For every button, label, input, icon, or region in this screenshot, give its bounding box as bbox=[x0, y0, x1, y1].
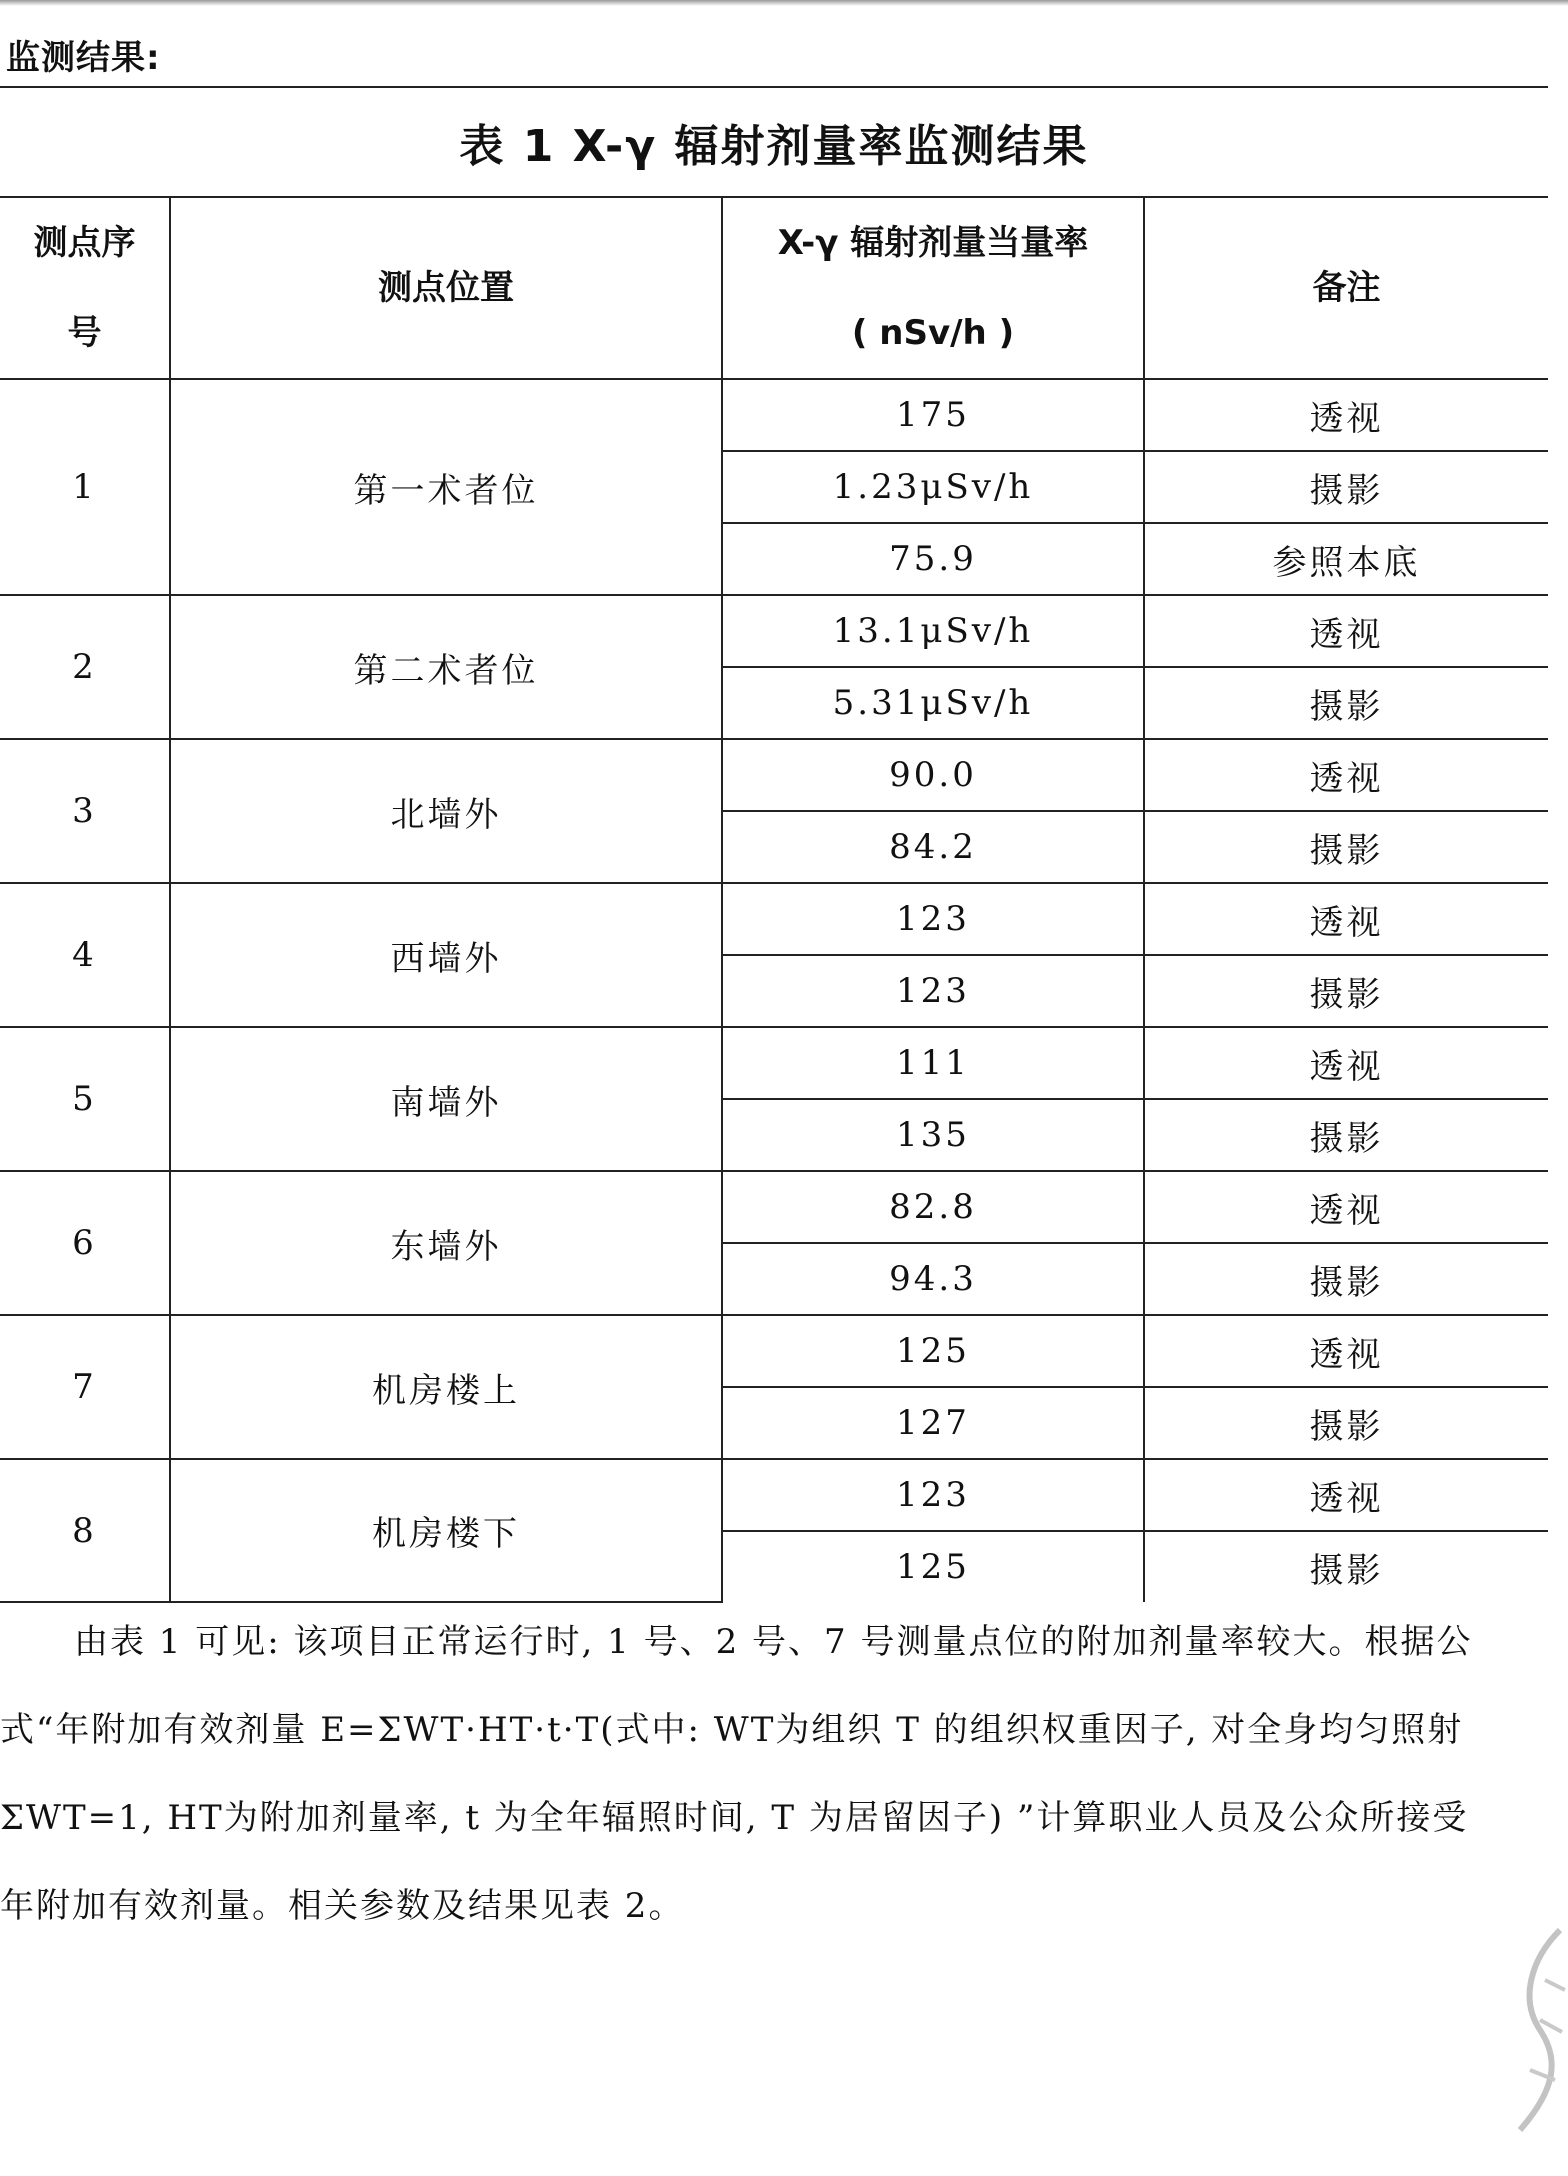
dose-rate-cell: 125 bbox=[722, 1315, 1144, 1387]
dose-rate-cell: 90.0 bbox=[722, 739, 1144, 811]
header-dose-rate-line1: X-γ 辐射剂量当量率 bbox=[777, 223, 1089, 263]
point-location-cell: 东墙外 bbox=[170, 1171, 722, 1315]
dose-rate-cell: 175 bbox=[722, 379, 1144, 451]
paragraph-line: 由表 1 可见: 该项目正常运行时, 1 号、2 号、7 号测量点位的附加剂量率较大。根据公 bbox=[74, 1622, 1473, 1662]
dose-rate-table bbox=[0, 196, 1548, 1603]
point-location-cell: 机房楼上 bbox=[170, 1315, 722, 1459]
point-no-cell: 1 bbox=[0, 379, 170, 595]
remark-cell: 透视 bbox=[1144, 1459, 1548, 1531]
page-top-edge bbox=[0, 0, 1568, 6]
seal-stamp-fragment bbox=[1500, 1920, 1568, 2140]
remark-cell: 透视 bbox=[1144, 1315, 1548, 1387]
paragraph-line: 式“年附加有效剂量 E=ΣWT·HT·t·T(式中: WT为组织 T 的组织权重因子, 对全身均匀照射 bbox=[0, 1710, 1464, 1750]
body-paragraph bbox=[0, 1598, 1560, 1950]
header-dose-rate-line2: ( nSv/h ) bbox=[851, 313, 1015, 353]
point-no-cell: 7 bbox=[0, 1315, 170, 1459]
remark-cell: 摄影 bbox=[1144, 1243, 1548, 1315]
table-row bbox=[0, 1315, 1548, 1387]
dose-rate-cell: 75.9 bbox=[722, 523, 1144, 595]
header-location: 测点位置 bbox=[170, 197, 722, 379]
table-row bbox=[0, 883, 1548, 955]
dose-rate-cell: 135 bbox=[722, 1099, 1144, 1171]
header-point-no-line2: 号 bbox=[67, 313, 102, 353]
dose-rate-cell: 84.2 bbox=[722, 811, 1144, 883]
remark-cell: 透视 bbox=[1144, 883, 1548, 955]
dose-rate-cell: 123 bbox=[722, 955, 1144, 1027]
dose-rate-cell: 123 bbox=[722, 1459, 1144, 1531]
point-no-cell: 3 bbox=[0, 739, 170, 883]
remark-cell: 透视 bbox=[1144, 739, 1548, 811]
header-point-no bbox=[0, 197, 170, 379]
remark-cell: 摄影 bbox=[1144, 1531, 1548, 1602]
dose-rate-cell: 94.3 bbox=[722, 1243, 1144, 1315]
point-location-cell: 西墙外 bbox=[170, 883, 722, 1027]
point-location-cell: 北墙外 bbox=[170, 739, 722, 883]
table-row bbox=[0, 1459, 1548, 1531]
dose-rate-cell: 82.8 bbox=[722, 1171, 1144, 1243]
remark-cell: 摄影 bbox=[1144, 451, 1548, 523]
header-dose-rate bbox=[722, 197, 1144, 379]
remark-cell: 透视 bbox=[1144, 1171, 1548, 1243]
point-no-cell: 4 bbox=[0, 883, 170, 1027]
point-location-cell: 南墙外 bbox=[170, 1027, 722, 1171]
point-no-cell: 2 bbox=[0, 595, 170, 739]
remark-cell: 透视 bbox=[1144, 379, 1548, 451]
header-remark: 备注 bbox=[1144, 197, 1548, 379]
point-no-cell: 5 bbox=[0, 1027, 170, 1171]
dose-rate-cell: 1.23μSv/h bbox=[722, 451, 1144, 523]
remark-cell: 摄影 bbox=[1144, 667, 1548, 739]
top-rule bbox=[0, 86, 1548, 88]
table-row bbox=[0, 1027, 1548, 1099]
point-no-cell: 6 bbox=[0, 1171, 170, 1315]
table-row bbox=[0, 739, 1548, 811]
table-row bbox=[0, 1171, 1548, 1243]
dose-rate-cell: 127 bbox=[722, 1387, 1144, 1459]
dose-rate-cell: 125 bbox=[722, 1531, 1144, 1602]
dose-rate-cell: 5.31μSv/h bbox=[722, 667, 1144, 739]
remark-cell: 参照本底 bbox=[1144, 523, 1548, 595]
header-point-no-line1: 测点序 bbox=[33, 223, 136, 263]
point-location-cell: 第一术者位 bbox=[170, 379, 722, 595]
point-location-cell: 机房楼下 bbox=[170, 1459, 722, 1602]
dose-rate-cell: 111 bbox=[722, 1027, 1144, 1099]
dose-rate-cell: 13.1μSv/h bbox=[722, 595, 1144, 667]
remark-cell: 摄影 bbox=[1144, 811, 1548, 883]
point-location-cell: 第二术者位 bbox=[170, 595, 722, 739]
remark-cell: 透视 bbox=[1144, 1027, 1548, 1099]
point-no-cell: 8 bbox=[0, 1459, 170, 1602]
paragraph-line: 年附加有效剂量。相关参数及结果见表 2。 bbox=[0, 1886, 685, 1926]
section-heading: 监测结果: bbox=[6, 38, 161, 78]
paragraph-line: ΣWT=1, HT为附加剂量率, t 为全年辐照时间, T 为居留因子) ”计算职业人员及公众所接受 bbox=[0, 1798, 1469, 1838]
remark-cell: 摄影 bbox=[1144, 1387, 1548, 1459]
table-header-row bbox=[0, 197, 1548, 379]
remark-cell: 摄影 bbox=[1144, 1099, 1548, 1171]
remark-cell: 摄影 bbox=[1144, 955, 1548, 1027]
dose-rate-cell: 123 bbox=[722, 883, 1144, 955]
table-row bbox=[0, 595, 1548, 667]
table-title: 表 1 X-γ 辐射剂量率监测结果 bbox=[459, 121, 1089, 172]
remark-cell: 透视 bbox=[1144, 595, 1548, 667]
table-row bbox=[0, 379, 1548, 451]
